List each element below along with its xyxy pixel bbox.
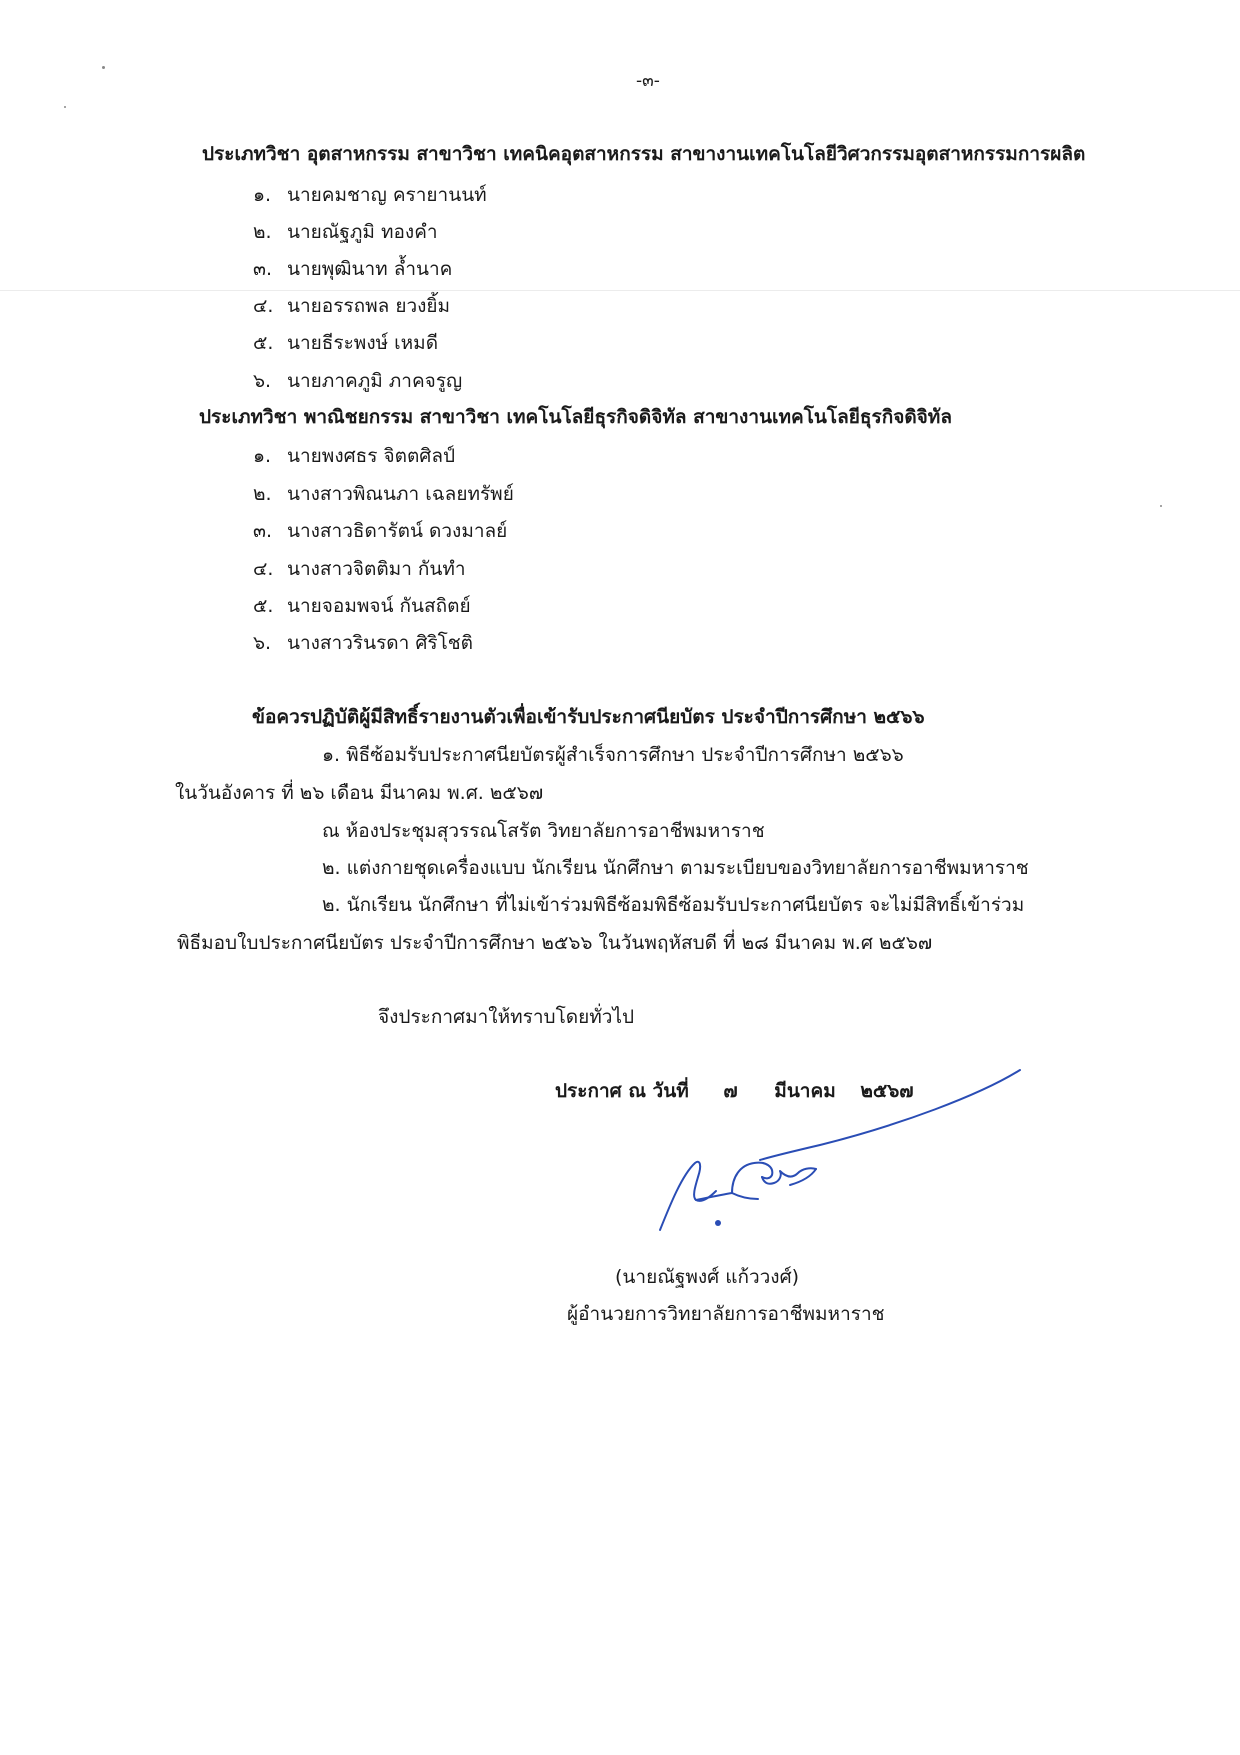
list-item xyxy=(253,518,507,544)
item-number: ๕. xyxy=(253,595,274,617)
item-number: ๖. xyxy=(253,632,272,654)
instruction-line: ๒. นักเรียน นักศึกษา ที่ไม่เข้าร่วมพิธีซ้อมพิธีซ้อมรับประกาศนียบัตร จะไม่มีสิทธิ์เข้าร่วม xyxy=(322,894,1025,916)
list-item xyxy=(253,556,466,582)
list-item xyxy=(253,219,438,245)
list-item xyxy=(253,481,514,507)
scan-speck xyxy=(102,66,105,69)
announce-date-year: ๒๕๖๗ xyxy=(860,1080,914,1102)
announce-date-month: มีนาคม xyxy=(774,1080,836,1102)
list-item xyxy=(253,182,487,208)
item-name: นายพุฒินาท ล้ำนาค xyxy=(287,258,453,280)
instruction-line: ในวันอังคาร ที่ ๒๖ เดือน มีนาคม พ.ศ. ๒๕๖๗ xyxy=(175,782,544,804)
item-name: นางสาวรินรดา ศิริโชติ xyxy=(287,632,474,654)
item-name: นางสาวธิดารัตน์ ดวงมาลย์ xyxy=(287,520,508,542)
list-item xyxy=(253,256,452,282)
instruction-line: ณ ห้องประชุมสุวรรณโสรัต วิทยาลัยการอาชีพมหาราช xyxy=(322,820,765,842)
list-item xyxy=(253,293,450,319)
item-number: ๑. xyxy=(253,445,272,467)
signature-image xyxy=(640,1065,1040,1255)
item-number: ๕. xyxy=(253,332,274,354)
item-name: นายธีระพงษ์ เหมดี xyxy=(287,332,439,354)
list-item xyxy=(253,630,473,656)
section-heading-commerce: ประเภทวิชา พาณิชยกรรม สาขาวิชา เทคโนโลยีธุรกิจดิจิทัล สาขางานเทคโนโลยีธุรกิจดิจิทัล xyxy=(199,406,952,428)
list-item xyxy=(253,330,438,356)
instruction-line: ๒. แต่งกายชุดเครื่องแบบ นักเรียน นักศึกษา ตามระเบียบของวิทยาลัยการอาชีพมหาราช xyxy=(322,857,1029,879)
signer-position: ผู้อำนวยการวิทยาลัยการอาชีพมหาราช xyxy=(567,1303,885,1325)
scan-speck xyxy=(1160,505,1162,507)
signer-name: (นายณัฐพงศ์ แก้ววงศ์) xyxy=(615,1266,800,1288)
list-item xyxy=(253,443,455,469)
item-number: ๔. xyxy=(253,295,274,317)
closing-statement: จึงประกาศมาให้ทราบโดยทั่วไป xyxy=(378,1006,635,1028)
scan-artifact-line xyxy=(0,290,1240,291)
item-name: นายจอมพจน์ กันสถิตย์ xyxy=(287,595,471,617)
instructions-heading: ข้อควรปฏิบัติผู้มีสิทธิ์รายงานตัวเพื่อเข้ารับประกาศนียบัตร ประจำปีการศึกษา ๒๕๖๖ xyxy=(252,706,925,728)
item-name: นายคมชาญ ครายานนท์ xyxy=(287,184,487,206)
item-number: ๓. xyxy=(253,258,273,280)
instruction-line: พิธีมอบใบประกาศนียบัตร ประจำปีการศึกษา ๒๕๖๖ ในวันพฤหัสบดี ที่ ๒๘ มีนาคม พ.ศ ๒๕๖๗ xyxy=(177,932,933,954)
item-number: ๔. xyxy=(253,558,274,580)
list-item xyxy=(253,368,462,394)
instruction-line: ๑. พิธีซ้อมรับประกาศนียบัตรผู้สำเร็จการศึกษา ประจำปีการศึกษา ๒๕๖๖ xyxy=(322,744,904,766)
page-number: -๓- xyxy=(636,71,660,91)
item-number: ๖. xyxy=(253,370,272,392)
section-heading-industry: ประเภทวิชา อุตสาหกรรม สาขาวิชา เทคนิคอุตสาหกรรม สาขางานเทคโนโลยีวิศวกรรมอุตสาหกรรมการผลิต xyxy=(202,143,1086,165)
item-number: ๒. xyxy=(253,483,272,505)
item-name: นายภาคภูมิ ภาคจรูญ xyxy=(287,370,463,392)
item-name: นางสาวจิตติมา กันทำ xyxy=(287,558,466,580)
list-item xyxy=(253,593,471,619)
scan-speck xyxy=(64,106,66,108)
announce-date-label: ประกาศ ณ วันที่ xyxy=(555,1080,689,1102)
item-name: นางสาวพิณนภา เฉลยทรัพย์ xyxy=(287,483,514,505)
item-number: ๓. xyxy=(253,520,273,542)
item-number: ๒. xyxy=(253,221,272,243)
item-name: นายพงศธร จิตตศิลป์ xyxy=(287,445,456,467)
item-number: ๑. xyxy=(253,184,272,206)
item-name: นายณัฐภูมิ ทองคำ xyxy=(287,221,438,243)
announce-date-day: ๗ xyxy=(723,1080,738,1102)
item-name: นายอรรถพล ยวงยิ้ม xyxy=(287,295,451,317)
